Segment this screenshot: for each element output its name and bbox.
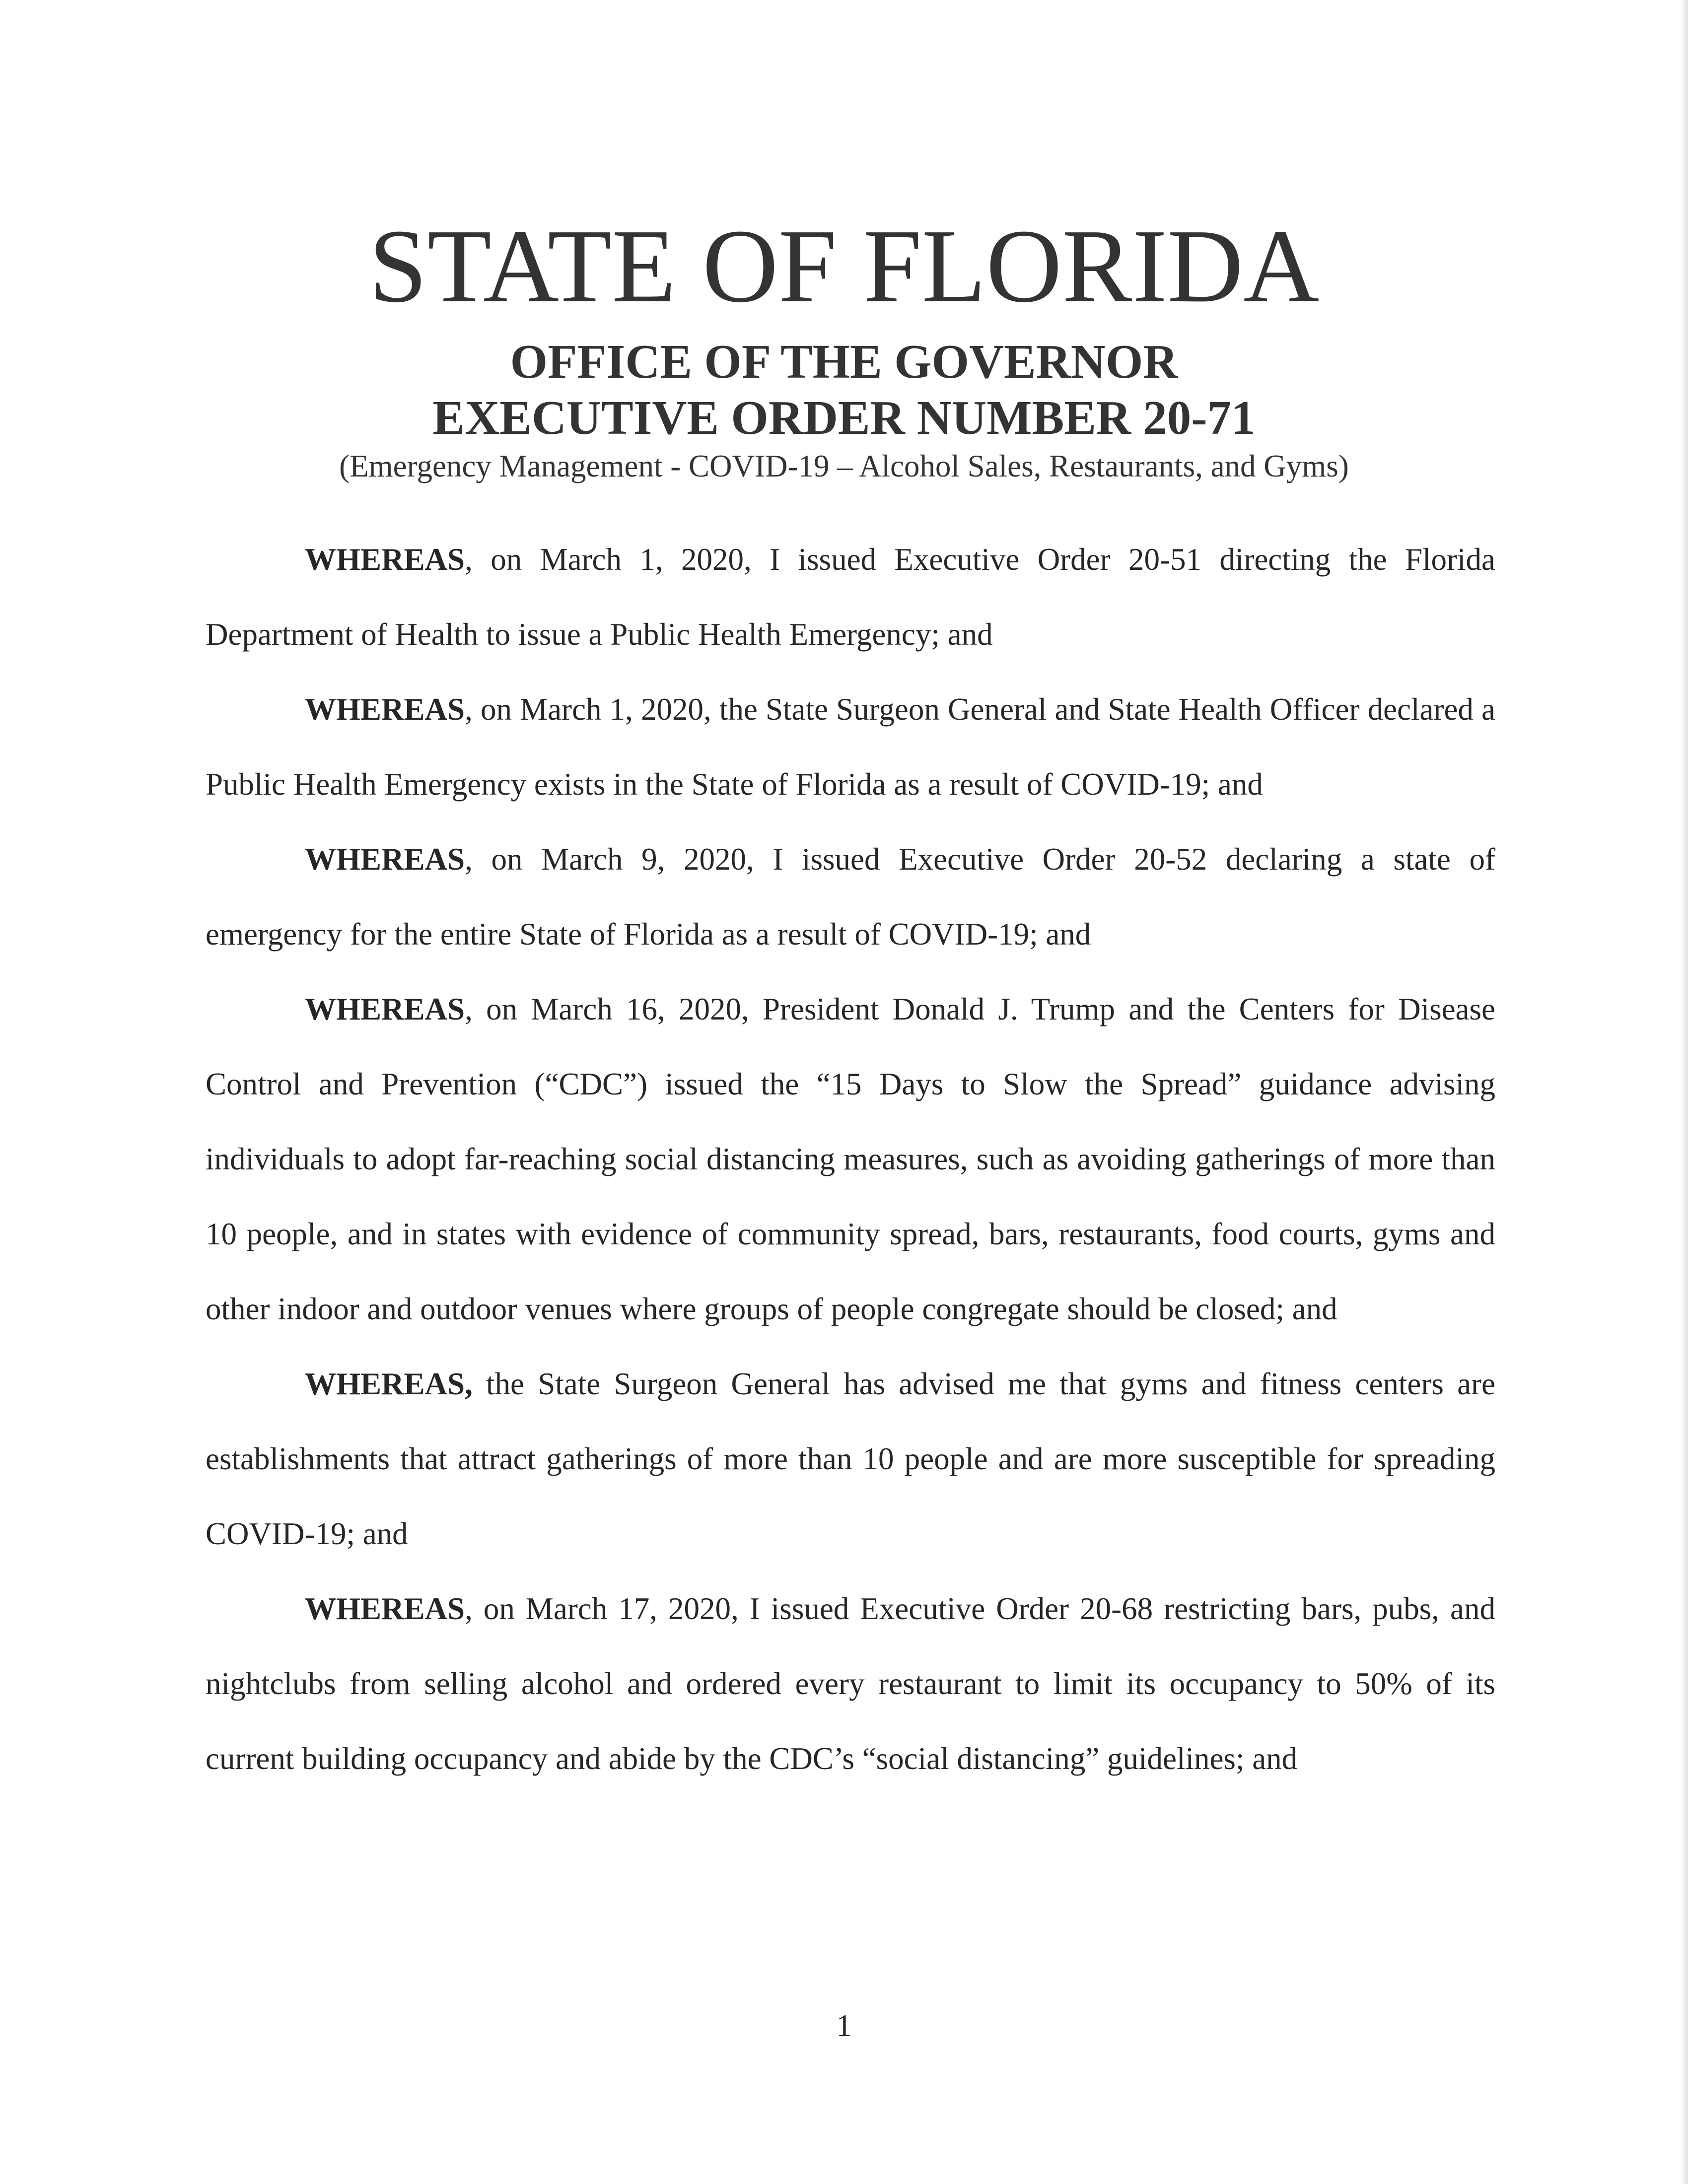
- scan-edge-shadow: [1680, 0, 1688, 2184]
- paragraph-text: , on March 9, 2020, I issued Executive Order 20-52 declaring a state of emergency for the entire State of Florida as a result of COVID-19; and: [206, 842, 1495, 952]
- whereas-paragraph: [206, 822, 1495, 972]
- whereas-label: WHEREAS,: [305, 1366, 473, 1401]
- whereas-paragraph: [206, 972, 1495, 1347]
- paragraph-text: , on March 1, 2020, the State Surgeon General and State Health Officer declared a Public Health Emergency exists in the State of Florida as a result of COVID-19; and: [206, 692, 1495, 802]
- whereas-label: WHEREAS: [305, 692, 465, 727]
- paragraph-text: , on March 16, 2020, President Donald J. Trump and the Centers for Disease Control and Prevention (“CDC”) issued the “15 Days to Slow the Spread” guidance advising individuals to adopt far-reaching social distancing measures, such as avoiding gatherings of more than 10 people, and in states with evidence of community spread, bars, restaurants, food courts, gyms and other indoor and outdoor venues where groups of people congregate should be closed; and: [206, 992, 1495, 1326]
- office-heading: OFFICE OF THE GOVERNOR: [510, 335, 1178, 388]
- whereas-paragraph: [206, 672, 1495, 822]
- document-title: STATE OF FLORIDA: [368, 207, 1320, 324]
- whereas-label: WHEREAS: [305, 1591, 465, 1626]
- page-number: 1: [836, 2008, 852, 2043]
- order-subtitle: (Emergency Management - COVID-19 – Alcohol Sales, Restaurants, and Gyms): [339, 449, 1349, 483]
- paragraph-text: , on March 17, 2020, I issued Executive Order 20-68 restricting bars, pubs, and nightclubs from selling alcohol and ordered every restaurant to limit its occupancy to 50% of its current building occupancy and abide by the CDC’s “social distancing” guidelines; and: [206, 1591, 1495, 1776]
- whereas-paragraph: [206, 1347, 1495, 1571]
- whereas-label: WHEREAS: [305, 992, 465, 1026]
- whereas-paragraph: [206, 1571, 1495, 1796]
- whereas-label: WHEREAS: [305, 542, 465, 577]
- whereas-paragraph: [206, 522, 1495, 672]
- order-number-heading: EXECUTIVE ORDER NUMBER 20-71: [432, 391, 1256, 444]
- whereas-label: WHEREAS: [305, 842, 465, 877]
- document-body: [206, 522, 1495, 1796]
- paragraph-text: , on March 1, 2020, I issued Executive Order 20-51 directing the Florida Department of Health to issue a Public Health Emergency; and: [206, 542, 1495, 652]
- paragraph-text: the State Surgeon General has advised me that gyms and fitness centers are establishments that attract gatherings of more than 10 people and are more susceptible for spreading COVID-19; and: [206, 1366, 1495, 1551]
